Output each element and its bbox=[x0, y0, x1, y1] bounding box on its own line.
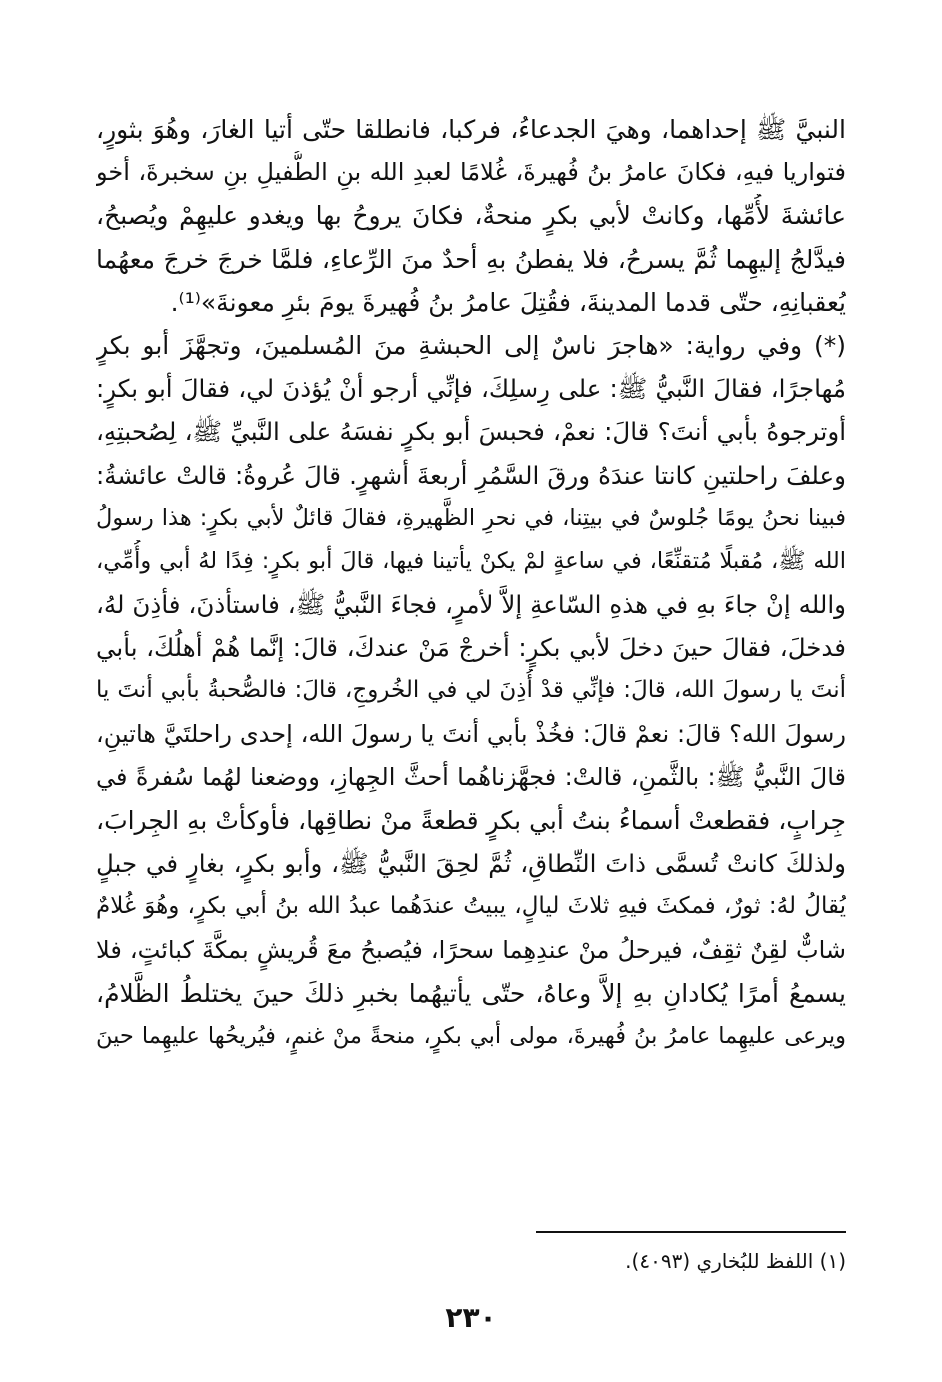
text-line: يسمعُ أمرًا يُكادانِ بهِ إلاَّ وعاهُ، حتّى يأتيهُما بخبرِ ذلكَ حينَ يختلطُ الظَّلامُ، bbox=[96, 978, 846, 1008]
text-line: مُهاجرًا، فقالَ النَّبيُّ ﷺ: على رِسلِكَ، فإنِّي أرجو أنْ يُؤذنَ لي، فقالَ أبو بكرٍ: bbox=[96, 374, 846, 404]
text-line: رسولَ الله؟ قالَ: نعمْ قالَ: فخُذْ بأبي أنتَ يا رسولَ الله، إحدى راحلتَيَّ هاتينِ، bbox=[96, 719, 846, 748]
text-line: فدخلَ، فقالَ حينَ دخلَ لأبي بكرٍ: أخرجْ مَنْ عندكَ، قالَ: إنَّما هُمْ أهلُكَ، بأبي bbox=[96, 633, 846, 663]
text-line: أوترجوهُ بأبي أنتَ؟ قالَ: نعمْ، فحبسَ أبو بكرٍ نفسَهُ على النَّبيِّ ﷺ، لِصُحبتِهِ، bbox=[96, 417, 846, 447]
paragraph-1 bbox=[96, 108, 846, 324]
text-line: أنتَ يا رسولَ الله، قالَ: فإنِّي قدْ أُذِنَ لي في الخُروجِ، قالَ: فالصُّحبةُ بأبي أنتَ يا bbox=[96, 677, 846, 704]
text-line: جِرابٍ، فقطعتْ أسماءُ بنتُ أبي بكرٍ قطعةً منْ نطاقِها، فأوكأتْ بهِ الجِرابَ، bbox=[96, 806, 846, 835]
paragraph-2 bbox=[96, 324, 846, 1058]
page-number: ٢٣٠ bbox=[445, 1301, 497, 1334]
text-line: والله إنْ جاءَ بهِ في هذهِ السّاعةِ إلاَّ لأمرٍ، فجاءَ النَّبيُّ ﷺ، فاستأذنَ، فأذِنَ لهُ، bbox=[96, 590, 846, 620]
text-line: ويرعى عليهِما عامرُ بنُ فُهيرةَ، مولى أبي بكرٍ، منحةً منْ غنمٍ، فيُريحُها عليهِما حينَ bbox=[96, 1022, 846, 1049]
text-line: فيدَّلجُ إليهِما ثُمَّ يسرحُ، فلا يفطنُ بهِ أحدٌ منَ الرِّعاءِ، فلمَّا خرجَ خرجَ معهُما bbox=[96, 244, 846, 274]
text-line: شابٌّ لقِنٌ ثقِفٌ، فيرحلُ منْ عندِهِما سحرًا، فيُصبحُ معَ قُريشٍ بمكَّةَ كبائتٍ، فلا bbox=[96, 935, 846, 964]
text-line: يُقالُ لهُ: ثورٌ، فمكثَ فيهِ ثلاثَ ليالٍ، يبيتُ عندَهُما عبدُ الله بنُ أبي بكرٍ، وهُوَ غُلامٌ bbox=[96, 893, 846, 920]
main-text bbox=[96, 108, 846, 1058]
text-line: فبينا نحنُ يومًا جُلوسٌ في بيتِنا، في نحرِ الظَّهيرةِ، فقالَ قائلٌ لأبي بكرٍ: هذا رسولُ bbox=[96, 504, 846, 531]
text-line: ولذلكَ كانتْ تُسمَّى ذاتَ النِّطاقِ، ثُمَّ لحِقَ النَّبيُّ ﷺ، وأبو بكرٍ، بغارٍ في جبلٍ bbox=[96, 849, 846, 879]
text-line: فتواريا فيهِ، فكانَ عامرُ بنُ فُهيرةَ، غُلامًا لعبدِ الله بنِ الطُّفيلِ بنِ سخبرةَ، أخو bbox=[96, 158, 846, 187]
text-line: (*) وفي رواية: «هاجرَ ناسٌ إلى الحبشةِ منَ المُسلمينَ، وتجهَّزَ أبو بكرٍ bbox=[96, 330, 846, 360]
text-line: وعلفَ راحلتينِ كانتا عندَهُ ورقَ السَّمُرِ أربعةَ أشهرٍ. قالَ عُروةُ: قالتْ عائشةُ: bbox=[96, 460, 846, 490]
text-line: الله ﷺ، مُقبلًا مُتقنِّعًا، في ساعةٍ لمْ يكنْ يأتينا فيها، قالَ أبو بكرٍ: فِدًا لهُ أبي وأُمِّي، bbox=[96, 547, 846, 574]
text-line: يُعقبانِهِ، حتّى قدما المدينةَ، فقُتِلَ عامرُ بنُ فُهيرةَ يومَ بئرِ معونةَ»⁽¹⁾. bbox=[170, 287, 846, 317]
text-line: قالَ النَّبيُّ ﷺ: بالثَّمنِ، قالتْ: فجهَّزناهُما أحثَّ الجِهازِ، ووضعنا لهُما سُفرةً في bbox=[96, 762, 846, 791]
text-line: النبيَّ ﷺ إحداهما، وهيَ الجدعاءُ، فركبا، فانطلقا حتّى أتيا الغارَ، وهُوَ بثورٍ، bbox=[96, 115, 846, 144]
text-line: عائشةَ لأُمِّها، وكانتْ لأبي بكرٍ منحةٌ، فكانَ يروحُ بها ويغدو عليهِمْ ويُصبحُ، bbox=[96, 201, 846, 231]
footnote: (١) اللفظ للبُخاري (٤٠٩٣). bbox=[625, 1249, 846, 1273]
footnote-divider bbox=[536, 1231, 846, 1233]
